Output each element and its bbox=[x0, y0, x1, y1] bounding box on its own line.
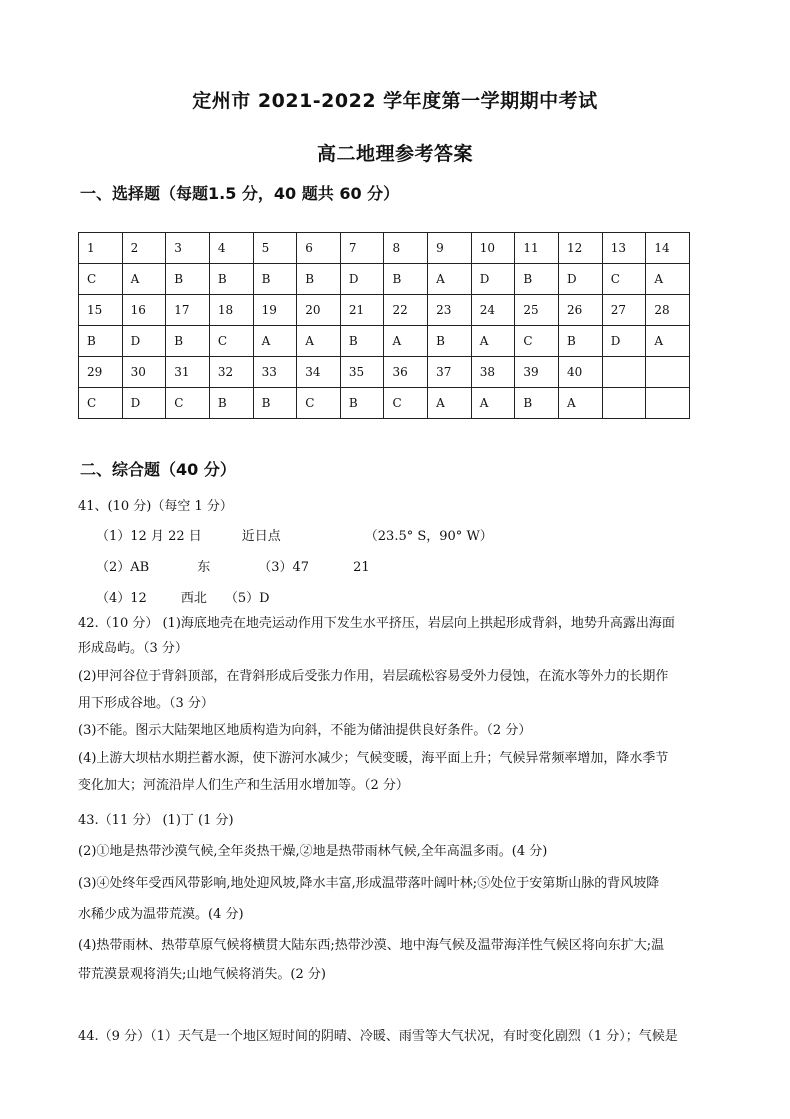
question-number-cell: 24 bbox=[471, 295, 515, 326]
question-number-cell: 6 bbox=[297, 233, 341, 264]
answer-letter-cell: A bbox=[122, 264, 166, 295]
q41-a1c: （23.5° S，90° W） bbox=[364, 529, 493, 544]
question-number-cell: 9 bbox=[428, 233, 472, 264]
question-number-cell: 8 bbox=[384, 233, 428, 264]
section-choice-heading: 一、选择题（每题1.5 分，40 题共 60 分） bbox=[80, 184, 400, 203]
question-number-cell: 26 bbox=[559, 295, 603, 326]
answer-letter-cell: C bbox=[166, 388, 210, 419]
answer-letter-cell: D bbox=[602, 326, 646, 357]
answer-letter-cell: B bbox=[166, 326, 210, 357]
question-number-cell: 29 bbox=[79, 357, 123, 388]
q41-a2c: （3）47 bbox=[258, 560, 310, 575]
q42-line-1: 42.（10 分） (1)海底地壳在地壳运动作用下发生水平挤压，岩层向上拱起形成背斜，地势升高露出海面 bbox=[78, 616, 675, 631]
answer-letter-cell: A bbox=[428, 264, 472, 295]
q42-line-4: 用下形成谷地。（3 分） bbox=[78, 696, 214, 711]
answer-letter-cell: B bbox=[515, 264, 559, 295]
q42-line-2: 形成岛屿。（3 分） bbox=[78, 641, 188, 656]
q41-heading: 41、(10 分)（每空 1 分） bbox=[78, 499, 233, 514]
answer-letter-cell: B bbox=[428, 326, 472, 357]
q42-line-7: 变化加大；河流沿岸人们生产和生活用水增加等。（2 分） bbox=[78, 778, 409, 793]
answer-letter-cell: D bbox=[340, 264, 384, 295]
question-number-cell: 31 bbox=[166, 357, 210, 388]
question-number-cell: 38 bbox=[471, 357, 515, 388]
question-number-cell bbox=[646, 357, 690, 388]
answer-letter-cell: C bbox=[79, 264, 123, 295]
answer-letter-cell: B bbox=[253, 264, 297, 295]
answer-letter-cell: A bbox=[646, 326, 690, 357]
q42-line-5: (3)不能。图示大陆架地区地质构造为向斜，不能为储油提供良好条件。（2 分） bbox=[78, 723, 532, 738]
question-number-cell: 19 bbox=[253, 295, 297, 326]
answer-letter-cell: B bbox=[515, 388, 559, 419]
question-number-cell: 27 bbox=[602, 295, 646, 326]
answer-letter-cell: B bbox=[209, 388, 253, 419]
answer-letter-cell: C bbox=[384, 388, 428, 419]
question-number-cell: 36 bbox=[384, 357, 428, 388]
answer-letter-row bbox=[79, 264, 690, 295]
question-number-cell: 17 bbox=[166, 295, 210, 326]
question-number-cell: 30 bbox=[122, 357, 166, 388]
q43-line-2: (2)①地是热带沙漠气候,全年炎热干燥,②地是热带雨林气候,全年高温多雨。(4 分) bbox=[78, 844, 548, 859]
question-number-cell: 1 bbox=[79, 233, 123, 264]
question-number-cell: 5 bbox=[253, 233, 297, 264]
question-number-row bbox=[79, 233, 690, 264]
answer-letter-cell: C bbox=[297, 388, 341, 419]
question-number-cell: 11 bbox=[515, 233, 559, 264]
question-number-cell: 35 bbox=[340, 357, 384, 388]
answer-letter-cell: A bbox=[471, 388, 515, 419]
q41-a2: （2）AB bbox=[96, 560, 150, 575]
q41-a3b: 西北 bbox=[180, 591, 207, 606]
answer-letter-cell: D bbox=[559, 264, 603, 295]
question-number-cell: 15 bbox=[79, 295, 123, 326]
question-number-cell: 21 bbox=[340, 295, 384, 326]
question-number-cell: 40 bbox=[559, 357, 603, 388]
answer-letter-cell: B bbox=[559, 326, 603, 357]
question-number-cell: 18 bbox=[209, 295, 253, 326]
answer-letter-cell: D bbox=[471, 264, 515, 295]
q42-line-3: (2)甲河谷位于背斜顶部，在背斜形成后受张力作用，岩层疏松容易受外力侵蚀，在流水等外力的长期作 bbox=[78, 669, 669, 684]
question-number-cell: 12 bbox=[559, 233, 603, 264]
q41-a3: （4）12 bbox=[96, 591, 147, 606]
question-number-cell: 22 bbox=[384, 295, 428, 326]
exam-subtitle: 高二地理参考答案 bbox=[316, 143, 473, 165]
q41-a2b: 东 bbox=[197, 560, 211, 575]
answer-letter-cell: C bbox=[515, 326, 559, 357]
q43-line-3: (3)④处终年受西风带影响,地处迎风坡,降水丰富,形成温带落叶阔叶林;⑤处位于安第斯山脉的背风坡降 bbox=[78, 876, 660, 891]
question-number-cell: 3 bbox=[166, 233, 210, 264]
question-number-cell: 16 bbox=[122, 295, 166, 326]
answer-letter-cell: A bbox=[471, 326, 515, 357]
question-number-row bbox=[79, 295, 690, 326]
question-number-cell: 33 bbox=[253, 357, 297, 388]
question-number-cell: 20 bbox=[297, 295, 341, 326]
q41-answer-row-1 bbox=[96, 529, 736, 545]
question-number-cell bbox=[602, 357, 646, 388]
q41-a2d: 21 bbox=[353, 560, 370, 575]
answer-letter-cell: C bbox=[209, 326, 253, 357]
answer-letter-cell bbox=[602, 388, 646, 419]
answer-letter-row bbox=[79, 388, 690, 419]
answer-letter-cell: A bbox=[253, 326, 297, 357]
question-number-cell: 34 bbox=[297, 357, 341, 388]
answer-letter-cell: B bbox=[340, 388, 384, 419]
exam-title: 定州市 2021-2022 学年度第一学期期中考试 bbox=[192, 90, 598, 112]
question-number-cell: 7 bbox=[340, 233, 384, 264]
answer-letter-cell bbox=[646, 388, 690, 419]
q43-line-4: 水稀少成为温带荒漠。(4 分) bbox=[78, 907, 244, 922]
question-number-cell: 39 bbox=[515, 357, 559, 388]
answer-letter-cell: B bbox=[297, 264, 341, 295]
answer-letter-cell: C bbox=[602, 264, 646, 295]
question-number-cell: 23 bbox=[428, 295, 472, 326]
question-number-row bbox=[79, 357, 690, 388]
q44-line-1: 44.（9 分）（1）天气是一个地区短时间的阴晴、冷暖、雨雪等大气状况，有时变化剧烈（1 分）；气候是 bbox=[78, 1029, 678, 1044]
answer-letter-cell: B bbox=[79, 326, 123, 357]
answer-letter-cell: B bbox=[166, 264, 210, 295]
q43-line-1: 43.（11 分） (1)丁 (1 分) bbox=[78, 813, 234, 828]
q43-line-6: 带荒漠景观将消失;山地气候将消失。(2 分) bbox=[78, 967, 326, 982]
question-number-cell: 28 bbox=[646, 295, 690, 326]
answer-letter-cell: C bbox=[79, 388, 123, 419]
question-number-cell: 2 bbox=[122, 233, 166, 264]
q42-line-6: (4)上游大坝枯水期拦蓄水源，使下游河水减少；气候变暖，海平面上升；气候异常频率增加，降水季节 bbox=[78, 751, 669, 766]
answer-letter-cell: A bbox=[428, 388, 472, 419]
answer-letter-cell: B bbox=[384, 264, 428, 295]
answer-letter-cell: B bbox=[209, 264, 253, 295]
answer-letter-cell: B bbox=[253, 388, 297, 419]
answer-letter-cell: A bbox=[646, 264, 690, 295]
answer-letter-cell: A bbox=[297, 326, 341, 357]
question-number-cell: 10 bbox=[471, 233, 515, 264]
q41-a1b: 近日点 bbox=[241, 529, 281, 544]
section-comprehensive-heading: 二、综合题（40 分） bbox=[80, 460, 236, 479]
question-number-cell: 37 bbox=[428, 357, 472, 388]
question-number-cell: 4 bbox=[209, 233, 253, 264]
answer-table bbox=[78, 232, 690, 419]
answer-letter-cell: D bbox=[122, 388, 166, 419]
q41-a3c: （5）D bbox=[224, 591, 270, 606]
question-number-cell: 13 bbox=[602, 233, 646, 264]
answer-letter-cell: A bbox=[384, 326, 428, 357]
question-number-cell: 14 bbox=[646, 233, 690, 264]
q41-answer-row-2 bbox=[96, 560, 736, 576]
question-number-cell: 32 bbox=[209, 357, 253, 388]
answer-letter-cell: B bbox=[340, 326, 384, 357]
q41-answer-row-3 bbox=[96, 591, 736, 607]
question-number-cell: 25 bbox=[515, 295, 559, 326]
answer-letter-cell: A bbox=[559, 388, 603, 419]
q43-line-5: (4)热带雨林、热带草原气候将横贯大陆东西;热带沙漠、地中海气候及温带海洋性气候区将向东扩大;温 bbox=[78, 938, 665, 953]
answer-letter-row bbox=[79, 326, 690, 357]
q41-a1: （1）12 月 22 日 bbox=[96, 529, 202, 544]
answer-letter-cell: D bbox=[122, 326, 166, 357]
